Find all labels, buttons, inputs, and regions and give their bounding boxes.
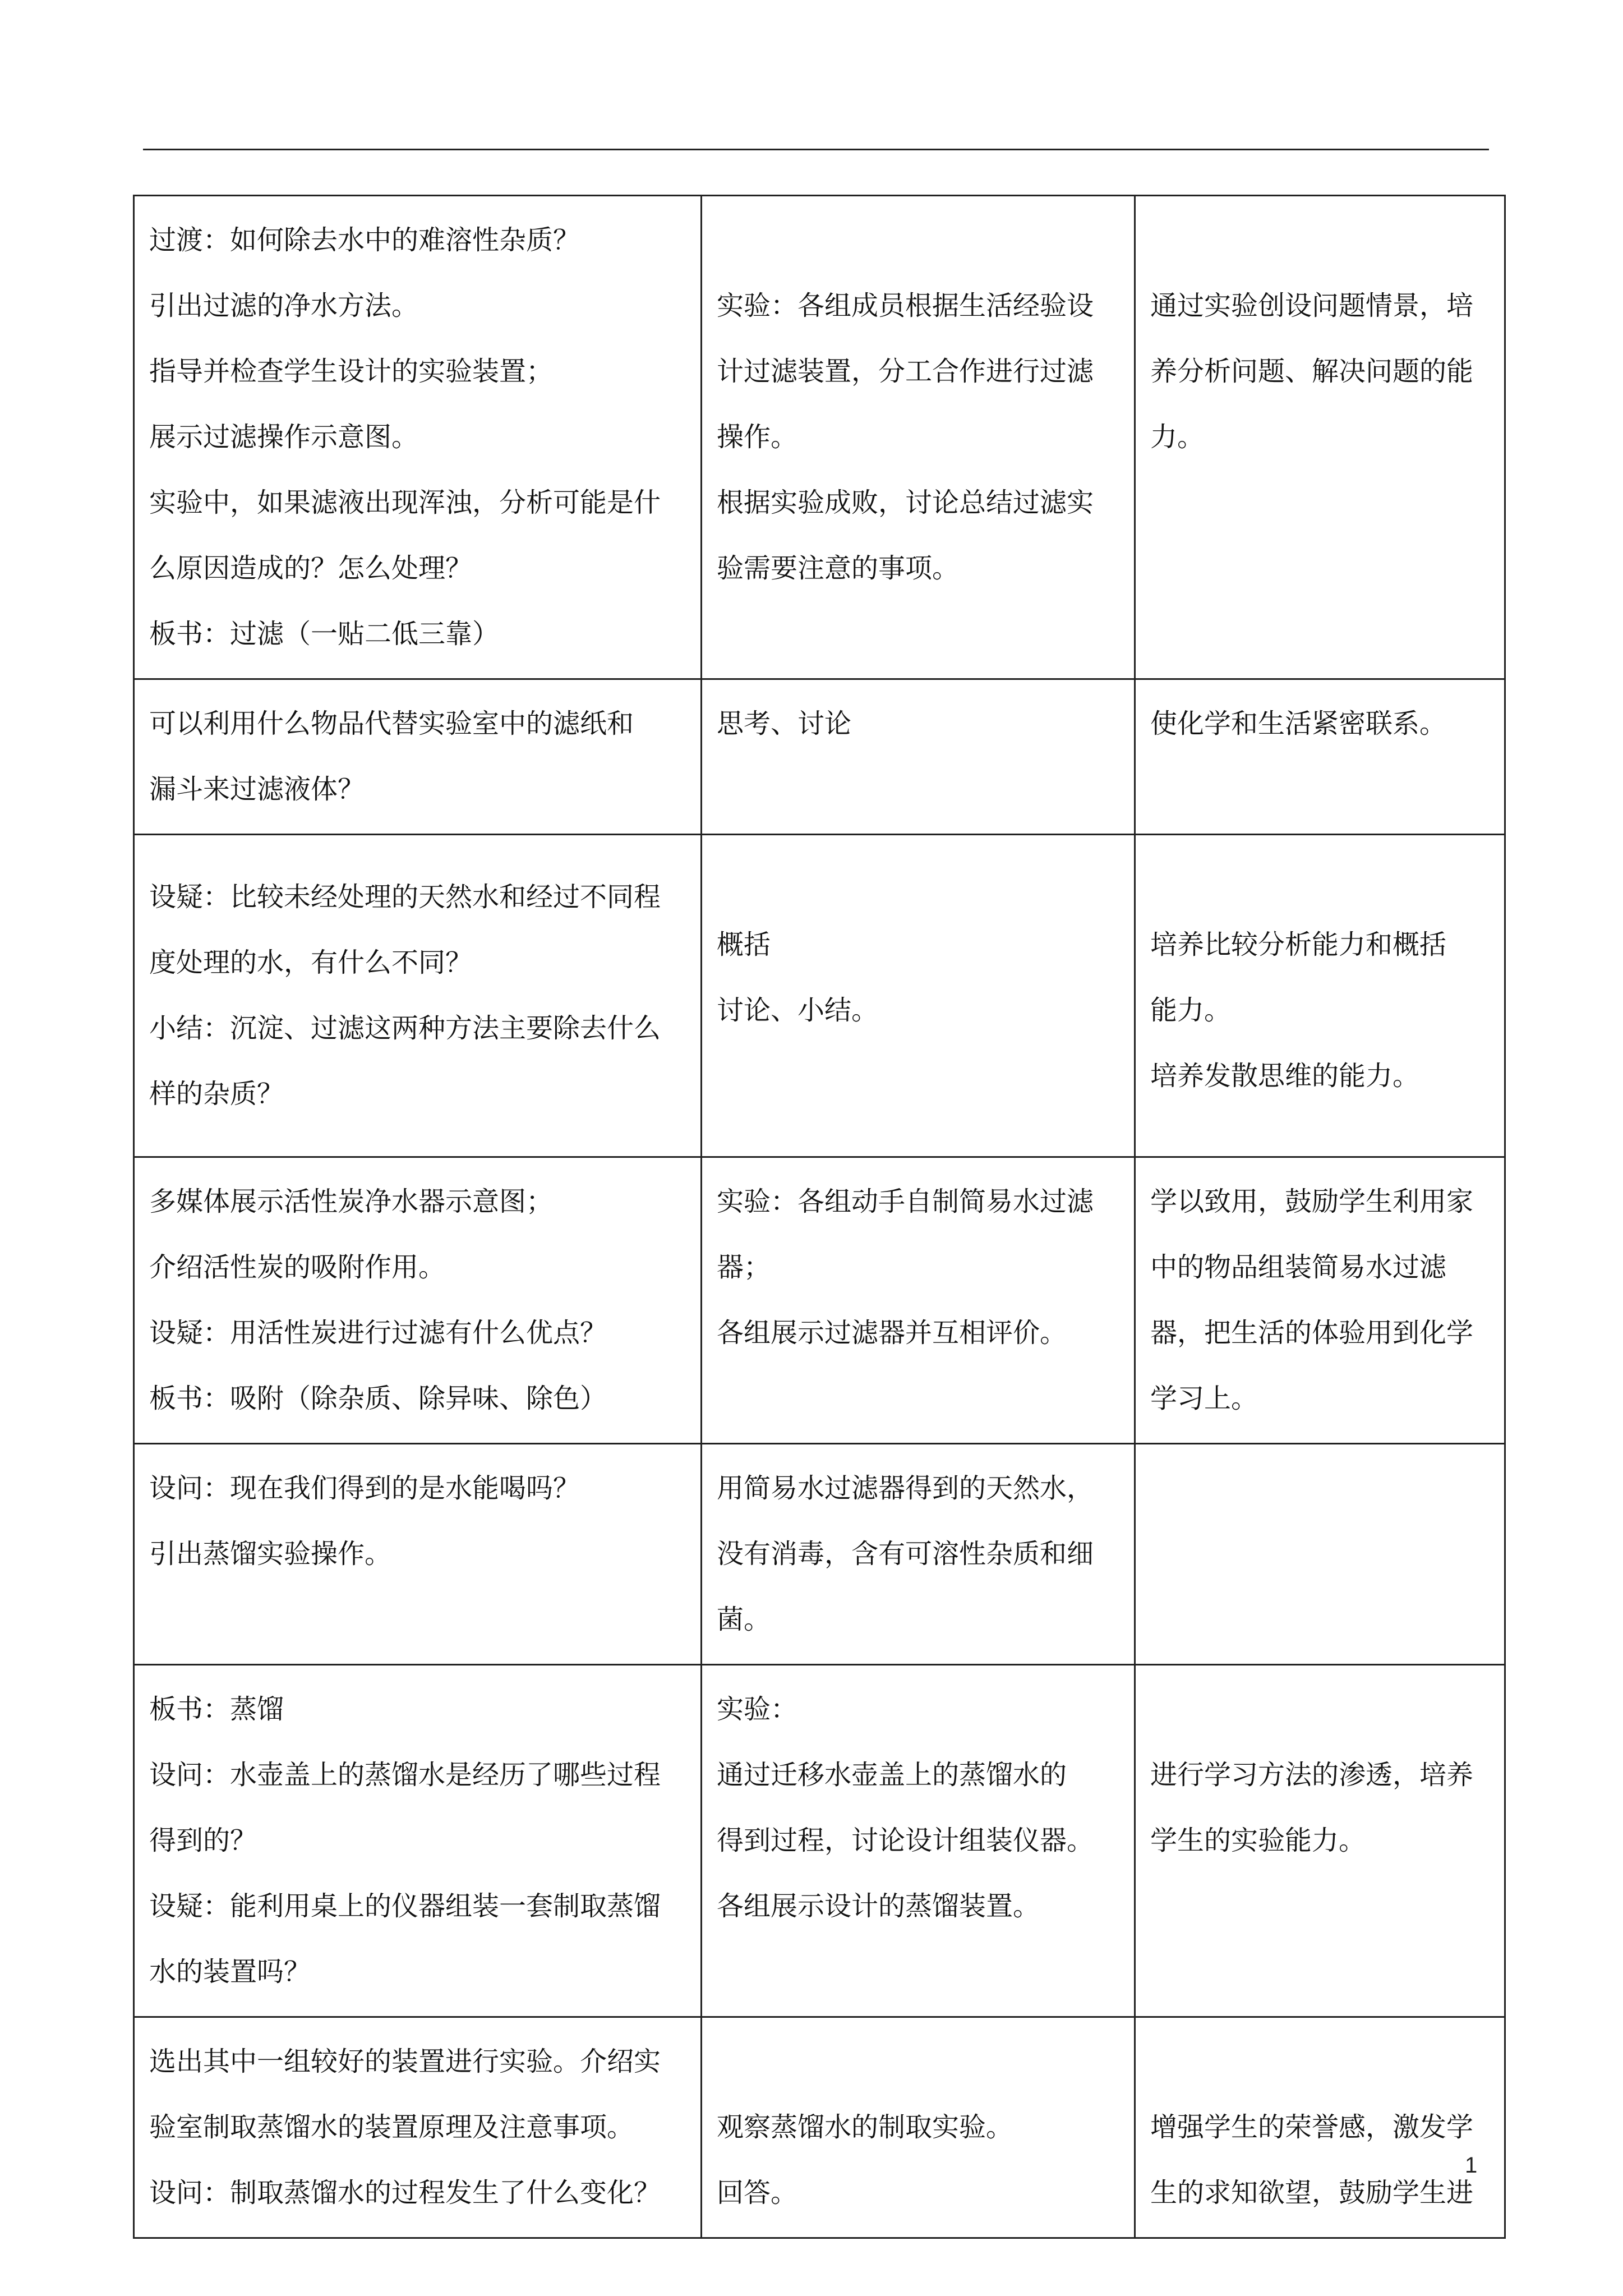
design-intent-cell	[1135, 1444, 1505, 1665]
student-activity-cell	[702, 1444, 1135, 1665]
design-intent-cell	[1135, 835, 1505, 1157]
table-text-line: 水的装置吗？	[149, 1956, 311, 1987]
table-text-line: 各组展示设计的蒸馏装置。	[717, 1890, 1040, 1922]
teacher-activity-cell	[134, 1444, 702, 1665]
table-text-line: 通过实验创设问题情景，培	[1150, 290, 1474, 321]
table-text-line: 增强学生的荣誉感，激发学	[1150, 2111, 1474, 2143]
student-activity-cell	[702, 1157, 1135, 1444]
teacher-activity-cell	[134, 1157, 702, 1444]
teacher-activity-cell	[134, 2017, 702, 2238]
table-text-line: 得到的？	[149, 1825, 257, 1856]
table-text-line: 度处理的水，有什么不同？	[149, 947, 473, 978]
table-text-line: 样的杂质？	[149, 1078, 284, 1110]
table-row	[134, 2017, 1505, 2238]
table-row	[134, 679, 1505, 835]
table-text-line: 实验中，如果滤液出现浑浊，分析可能是什	[149, 487, 661, 518]
table-text-line: 没有消毒，含有可溶性杂质和细	[717, 1538, 1094, 1570]
table-text-line: 器，把生活的体验用到化学	[1150, 1317, 1474, 1349]
table-text-line: 进行学习方法的渗透，培养	[1150, 1759, 1474, 1791]
page-number: 1	[1465, 2153, 1478, 2178]
table-text-line: 生的求知欲望，鼓励学生进	[1150, 2177, 1474, 2208]
table-text-line: 过渡：如何除去水中的难溶性杂质？	[149, 224, 580, 256]
table-text-line: 验需要注意的事项。	[717, 553, 960, 584]
table-text-line: 引出过滤的净水方法。	[149, 290, 419, 321]
table-text-line: 用简易水过滤器得到的天然水，	[717, 1473, 1094, 1504]
table-text-line: 概括	[717, 929, 771, 960]
table-row	[134, 1157, 1505, 1444]
table-row	[134, 1444, 1505, 1665]
table-text-line: 回答。	[717, 2177, 798, 2208]
table-text-line: 讨论、小结。	[717, 995, 879, 1026]
table-text-line: 培养比较分析能力和概括	[1150, 929, 1447, 960]
table-text-line: 计过滤装置，分工合作进行过滤	[717, 356, 1094, 387]
table-row	[134, 835, 1505, 1157]
table-text-line: 培养发散思维的能力。	[1150, 1060, 1420, 1092]
table-text-line: 思考、讨论	[717, 708, 852, 739]
table-text-line: 指导并检查学生设计的实验装置；	[149, 356, 554, 387]
table-text-line: 实验：	[717, 1694, 798, 1725]
design-intent-cell	[1135, 196, 1505, 679]
table-text-line: 中的物品组装简易水过滤	[1150, 1251, 1447, 1283]
table-text-line: 器；	[717, 1251, 771, 1283]
table-text-line: 学生的实验能力。	[1150, 1825, 1366, 1856]
header-rule	[143, 149, 1489, 150]
table-text-line: 操作。	[717, 421, 798, 453]
teacher-activity-cell	[134, 196, 702, 679]
table-text-line: 使化学和生活紧密联系。	[1150, 708, 1447, 739]
table-text-line: 可以利用什么物品代替实验室中的滤纸和	[149, 708, 634, 739]
table-text-line: 验室制取蒸馏水的装置原理及注意事项。	[149, 2111, 634, 2143]
design-intent-cell	[1135, 679, 1505, 835]
table-text-line: 能力。	[1150, 995, 1232, 1026]
student-activity-cell	[702, 2017, 1135, 2238]
table-text-line: 设问：现在我们得到的是水能喝吗？	[149, 1473, 580, 1504]
design-intent-cell	[1135, 2017, 1505, 2238]
table-text-line: 介绍活性炭的吸附作用。	[149, 1251, 446, 1283]
table-row	[134, 196, 1505, 679]
table-text-line: 观察蒸馏水的制取实验。	[717, 2111, 1013, 2143]
student-activity-cell	[702, 835, 1135, 1157]
design-intent-cell	[1135, 1665, 1505, 2017]
student-activity-cell	[702, 1665, 1135, 2017]
table-text-line: 小结：沉淀、过滤这两种方法主要除去什么	[149, 1013, 661, 1044]
table-row	[134, 1665, 1505, 2017]
student-activity-cell	[702, 196, 1135, 679]
table-text-line: 通过迁移水壶盖上的蒸馏水的	[717, 1759, 1067, 1791]
teacher-activity-cell	[134, 679, 702, 835]
table-text-line: 引出蒸馏实验操作。	[149, 1538, 392, 1570]
teacher-activity-cell	[134, 835, 702, 1157]
table-text-line: 选出其中一组较好的装置进行实验。介绍实	[149, 2046, 661, 2077]
table-text-line: 实验：各组成员根据生活经验设	[717, 290, 1094, 321]
table-text-line: 设疑：用活性炭进行过滤有什么优点？	[149, 1317, 607, 1349]
table-text-line: 根据实验成败，讨论总结过滤实	[717, 487, 1094, 518]
table-text-line: 学以致用，鼓励学生利用家	[1150, 1186, 1474, 1217]
table-text-line: 板书：吸附（除杂质、除异味、除色）	[149, 1383, 607, 1414]
table-text-line: 设问：制取蒸馏水的过程发生了什么变化？	[149, 2177, 661, 2208]
table-text-line: 漏斗来过滤液体？	[149, 774, 365, 805]
table-text-line: 设疑：比较未经处理的天然水和经过不同程	[149, 881, 661, 913]
table-text-line: 力。	[1150, 421, 1205, 453]
table-text-line: 设疑：能利用桌上的仪器组装一套制取蒸馏	[149, 1890, 661, 1922]
table-text-line: 板书：蒸馏	[149, 1694, 284, 1725]
design-intent-cell	[1135, 1157, 1505, 1444]
table-text-line: 菌。	[717, 1604, 771, 1635]
table-text-line: 各组展示过滤器并互相评价。	[717, 1317, 1067, 1349]
table-text-line: 多媒体展示活性炭净水器示意图；	[149, 1186, 554, 1217]
table-text-line: 养分析问题、解决问题的能	[1150, 356, 1474, 387]
table-text-line: 板书：过滤（一贴二低三靠）	[149, 618, 500, 650]
table-text-line: 实验：各组动手自制简易水过滤	[717, 1186, 1094, 1217]
lesson-plan-table	[133, 195, 1506, 2239]
table-text-line: 得到过程，讨论设计组装仪器。	[717, 1825, 1094, 1856]
table-text-line: 么原因造成的？怎么处理？	[149, 553, 473, 584]
teacher-activity-cell	[134, 1665, 702, 2017]
table-text-line: 展示过滤操作示意图。	[149, 421, 419, 453]
table-text-line: 设问：水壶盖上的蒸馏水是经历了哪些过程	[149, 1759, 661, 1791]
student-activity-cell	[702, 679, 1135, 835]
table-text-line: 学习上。	[1150, 1383, 1258, 1414]
